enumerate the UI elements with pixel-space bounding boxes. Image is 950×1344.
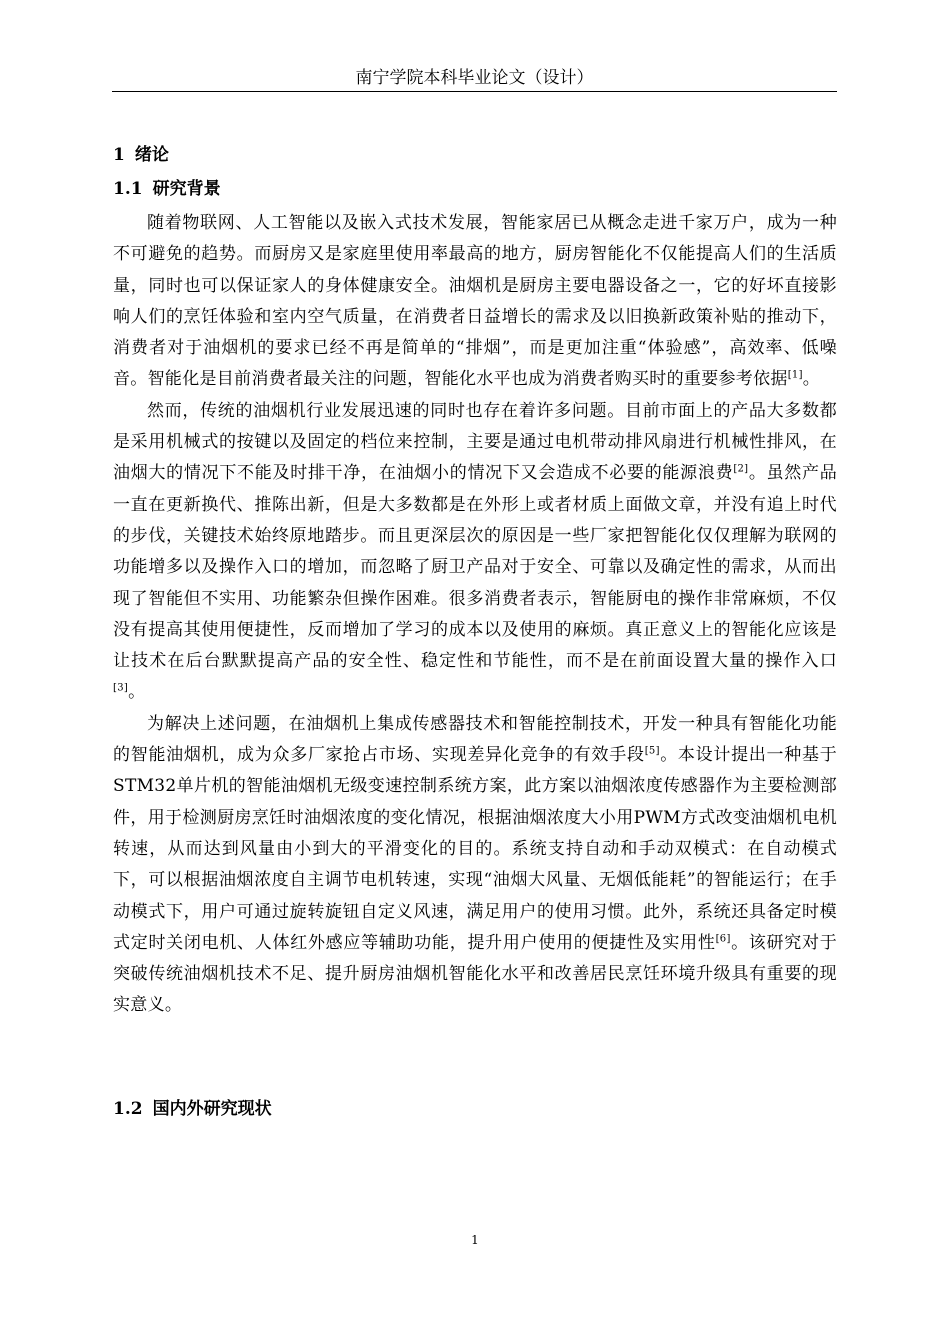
- citation-marker: [1]: [787, 369, 803, 381]
- running-header: 南宁学院本科毕业论文（设计）: [355, 68, 594, 88]
- chapter-title: 绪论: [134, 145, 169, 165]
- body-paragraph-2: [113, 396, 837, 709]
- chapter-heading: [113, 138, 837, 172]
- section-number: 1.1: [113, 179, 143, 199]
- paragraph-text: 。本设计提出一种基于STM32单片机的智能油烟机无级变速控制系统方案，此方案以油烟浓度传感器作为主要检测部件，用于检测厨房烹饪时油烟浓度的变化情况，根据油烟浓度大小用PWM方式改变油烟机电机转速，从而达到风量由小到大的平滑变化的目的。系统支持自动和手动双模式：在自动模式下，可以根据油烟浓度自主调节电机转速，实现“油烟大风量、无烟低能耗”的智能运行；在手动模式下，用户可通过旋转旋钮自定义风速，满足用户的使用习惯。此外，系统还具备定时模式定时关闭电机、人体红外感应等辅助功能，提升用户使用的便捷性及实用性: [113, 745, 838, 953]
- paragraph-text: 随着物联网、人工智能以及嵌入式技术发展，智能家居已从概念走进千家万户，成为一种不可避免的趋势。而厨房又是家庭里使用率最高的地方，厨房智能化不仅能提高人们的生活质量，同时也可以保证家人的身体健康安全。油烟机是厨房主要电器设备之一，它的好坏直接影响人们的烹饪体验和室内空气质量，在消费者日益增长的需求及以旧换新政策补贴的推动下，消费者对于油烟机的要求已经不再是简单的“排烟”，而是更加注重“体验感”，高效率、低噪音。智能化是目前消费者最关注的问题，智能化水平也成为消费者购买时的重要参考依据: [113, 213, 837, 390]
- paragraph-text: 。: [802, 369, 821, 390]
- page-body: [113, 138, 837, 1128]
- section-heading-background: [113, 172, 837, 206]
- citation-marker: [5]: [644, 745, 660, 757]
- body-paragraph-1: [113, 208, 837, 396]
- paragraph-text: 。虽然产品一直在更新换代、推陈出新，但是大多数都是在外形上或者材质上面做文章，并没有追上时代的步伐，关键技术始终原地踏步。而且更深层次的原因是一些厂家把智能化仅仅理解为联网的功能增多以及操作入口的增加，而忽略了厨卫产品对于安全、可靠以及确定性的需求，从而出现了智能但不实用、功能繁杂但操作困难。很多消费者表示，智能厨电的操作非常麻烦，不仅没有提高其使用便捷性，反而增加了学习的成本以及使用的麻烦。真正意义上的智能化应该是让技术在后台默默提高产品的安全性、稳定性和节能性，而不是在前面设置大量的操作入口: [113, 463, 838, 672]
- body-paragraph-3: [113, 709, 837, 1022]
- citation-marker: [6]: [715, 933, 731, 945]
- citation-marker: [3]: [113, 682, 129, 694]
- paragraph-text: 。该研究对于突破传统油烟机技术不足、提升厨房油烟机智能化水平和改善居民烹饪环境升级具有重要的现实意义。: [113, 932, 837, 1016]
- section-title: 国内外研究现状: [152, 1098, 272, 1119]
- paragraph-text: 。: [128, 682, 146, 703]
- chapter-number: 1: [113, 145, 125, 165]
- section-title: 研究背景: [152, 179, 221, 199]
- section-number: 1.2: [113, 1098, 143, 1119]
- citation-marker: [2]: [733, 463, 749, 475]
- paragraph-text: 为解决上述问题，在油烟机上集成传感器技术和智能控制技术，开发一种具有智能化功能的智能油烟机，成为众多厂家抢占市场、实现差异化竞争的有效手段: [113, 713, 837, 766]
- page-number: 1: [471, 1233, 479, 1247]
- paragraph-text: 然而，传统的油烟机行业发展迅速的同时也存在着许多问题。目前市面上的产品大多数都是采用机械式的按键以及固定的档位来控制，主要是通过电机带动排风扇进行机械性排风，在油烟大的情况下不能及时排干净，在油烟小的情况下又会造成不必要的能源浪费: [113, 400, 837, 484]
- header-rule: [112, 91, 837, 92]
- section-heading-research-status: [113, 1092, 837, 1126]
